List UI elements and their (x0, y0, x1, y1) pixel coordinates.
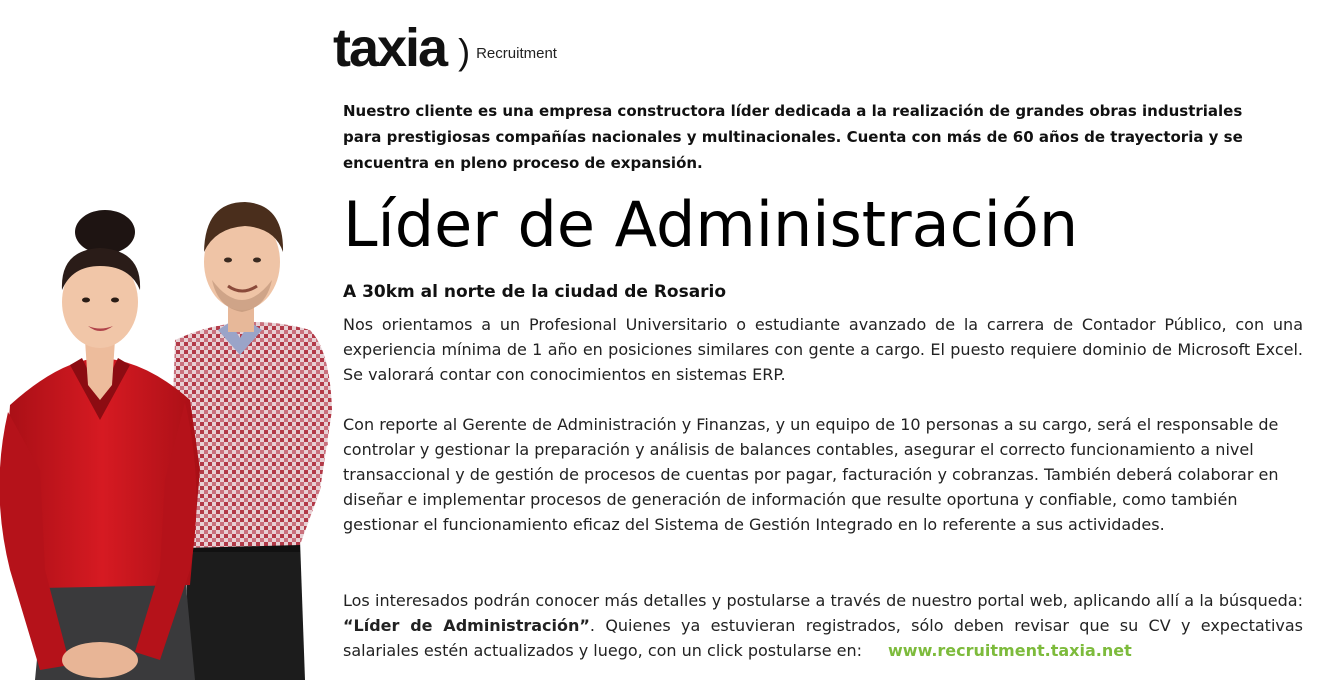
company-intro: Nuestro cliente es una empresa constructora líder dedicada a la realización de grandes obras industriales para prestigiosas compañías nacionales y multinacionales. Cuenta con más de 60 años de trayectoria y se encuentra en pleno proceso de expansión. (343, 102, 1243, 172)
company-logo (333, 18, 557, 78)
application-paragraph (343, 588, 1303, 663)
requirements-paragraph: Nos orientamos a un Profesional Universitario o estudiante avanzado de la carrera de Contador Público, con una experiencia mínima de 1 año en posiciones similares con gente a cargo. El puesto requiere dominio de Microsoft Excel. Se valorará contar con conocimientos en sistemas ERP. (343, 315, 1303, 384)
logo-wordmark: taxia (333, 18, 447, 78)
people-photo (0, 190, 335, 680)
application-search-term: “Líder de Administración” (343, 616, 590, 635)
responsibilities-paragraph: Con reporte al Gerente de Administración y Finanzas, y un equipo de 10 personas a su cargo, será el responsable de controlar y gestionar la preparación y análisis de balances contables, asegurar el correcto funcionamiento a nivel transaccional y de gestión de procesos de cuentas por pagar, facturación y cobranzas. También deberá colaborar en diseñar e implementar procesos de generación de información que resulte oportuna y confiable, como también gestionar el funcionamiento eficaz del Sistema de Gestión Integrado en lo referente a sus actividades. (343, 415, 1279, 534)
portal-link[interactable]: www.recruitment.taxia.net (888, 641, 1132, 660)
application-text-before: Los interesados podrán conocer más detalles y postularse a través de nuestro portal web, aplicando allí a la búsqueda: (343, 591, 1303, 610)
job-title: Líder de Administración (343, 188, 1079, 261)
application-text-after: . Quienes ya estuvieran registrados, sólo deben revisar que su CV y expectativas salariales estén actualizados y luego, con un click postularse en: (343, 616, 1303, 660)
woman-figure (0, 210, 200, 680)
logo-subtitle: Recruitment (476, 45, 557, 62)
job-location: A 30km al norte de la ciudad de Rosario (343, 282, 727, 302)
logo-paren: ) (458, 31, 471, 72)
